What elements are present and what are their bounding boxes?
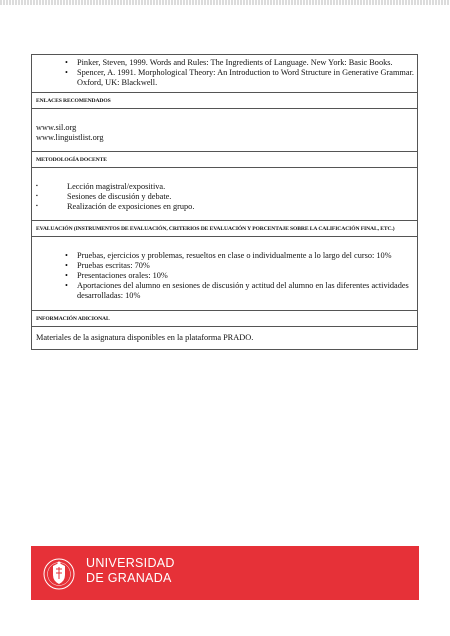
- course-guide-table: [31, 54, 418, 350]
- additional-info-text: Materiales de la asignatura disponibles en la plataforma PRADO.: [36, 333, 254, 342]
- bibliography-item: • Pinker, Steven, 1999. Words and Rules: The Ingredients of Language. New York: Basic Books.: [77, 58, 417, 68]
- evaluation-section: [32, 220, 417, 310]
- methodology-item: ▪ Realización de exposiciones en grupo.: [67, 202, 413, 212]
- university-line-1: UNIVERSIDAD: [86, 556, 175, 570]
- links-section: [32, 92, 417, 151]
- evaluation-item: • Presentaciones orales: 10%: [77, 271, 413, 281]
- links-heading: ENLACES RECOMENDADOS: [32, 93, 417, 109]
- evaluation-item: • Pruebas escritas: 70%: [77, 261, 413, 271]
- additional-info-heading: INFORMACIÓN ADICIONAL: [32, 311, 417, 327]
- top-decorative-stripe: [0, 0, 450, 5]
- methodology-section: [32, 151, 417, 220]
- evaluation-item: • Pruebas, ejercicios y problemas, resueltos en clase o individualmente a lo largo del curso: 10%: [77, 251, 413, 261]
- university-line-2: DE GRANADA: [86, 571, 172, 585]
- methodology-item: ▪ Lección magistral/expositiva.: [67, 182, 413, 192]
- methodology-item: ▪ Sesiones de discusión y debate.: [67, 192, 413, 202]
- university-seal-icon: [43, 555, 75, 593]
- evaluation-item: • Aportaciones del alumno en sesiones de discusión y actitud del alumno en las diferentes actividades desarrolladas: 10%: [77, 281, 413, 301]
- university-name: [86, 556, 175, 586]
- bibliography-item: • Spencer, A. 1991. Morphological Theory: An Introduction to Word Structure in Generative Grammar. Oxford, UK: Blackwell.: [77, 68, 417, 88]
- additional-info-section: [32, 310, 417, 350]
- link-linguistlist[interactable]: www.linguistlist.org: [36, 133, 104, 142]
- bibliography-section: [32, 54, 417, 92]
- link-sil[interactable]: www.sil.org: [36, 123, 77, 132]
- methodology-heading: METODOLOGÍA DOCENTE: [32, 152, 417, 168]
- university-footer-banner: [31, 546, 419, 600]
- evaluation-heading: EVALUACIÓN (INSTRUMENTOS DE EVALUACIÓN, CRITERIOS DE EVALUACIÓN Y PORCENTAJE SOBRE LA CALIFICACIÓN FINAL, ETC.): [32, 221, 417, 237]
